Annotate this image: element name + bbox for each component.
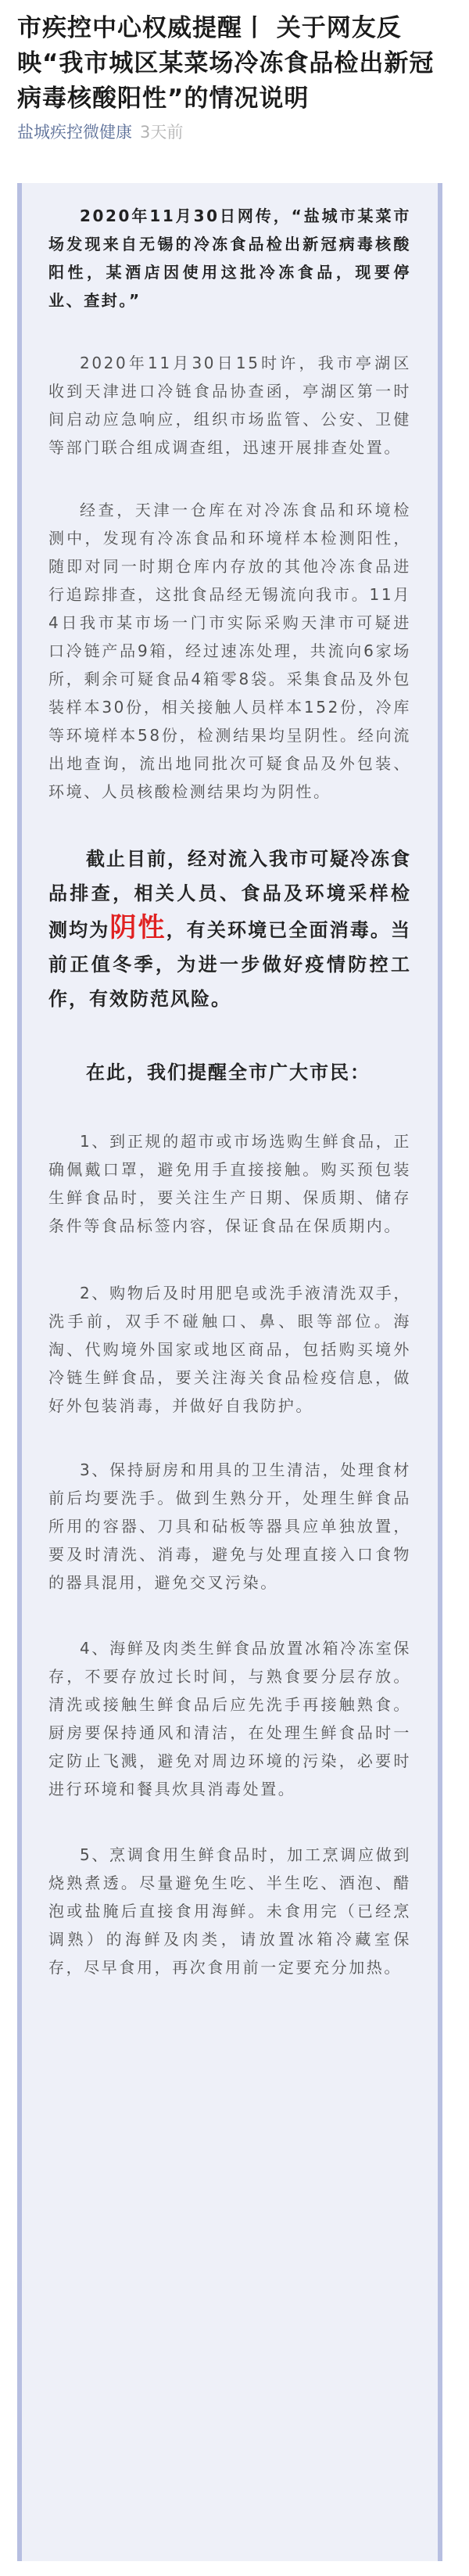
- reminder-item-1: 1、到正规的超市或市场选购生鲜食品，正确佩戴口罩，避免用手直接接触。购买预包装生鲜食品时，要关注生产日期、保质期、储存条件等食品标签内容，保证食品在保质期内。: [48, 1132, 411, 1235]
- reminder-item-3: 3、保持厨房和用具的卫生清洁，处理食材前后均要洗手。做到生熟分开，处理生鲜食品所用的容器、刀具和砧板等器具应单独放置，要及时清洗、消毒，避免与处理直接入口食物的器具混用，避免交叉污染。: [48, 1460, 411, 1592]
- conclusion-text-b: ，有关环境已全面消毒。当前正值冬季，为进一步做好疫情防控工作，有效防范风险。: [48, 919, 411, 1010]
- source-account-link[interactable]: 盐城疾控微健康: [17, 123, 132, 142]
- paragraph-investigation: 经查，天津一仓库在对冷冻食品和环境检测中，发现有冷冻食品和环境样本检测阳性，随即对同一时期仓库内存放的其他冷冻食品进行追踪排查，这批食品经无锡流向我市。11月4日我市某市场一门市实际采购天津市可疑进口冷链产品9箱，经过速冻处理，共流向6家场所，剩余可疑食品4箱零8袋。采集食品及外包装样本30份，相关接触人员样本152份，冷库等环境样本58份，检测结果均呈阴性。经向流出地查询，流出地同批次可疑食品及外包装、环境、人员核酸检测结果均为阴性。: [48, 501, 411, 801]
- reminder-item-4: 4、海鲜及肉类生鲜食品放置冰箱冷冻室保存，不要存放过长时间，与熟食要分层存放。清洗或接触生鲜食品后应先洗手再接触熟食。厨房要保持通风和清洁，在处理生鲜食品时一定防止飞溅，避免对周边环境的污染，必要时进行环境和餐具炊具消毒处置。: [48, 1639, 411, 1798]
- article-title: 市疾控中心权威提醒丨 关于网友反映“我市城区某菜场冷冻食品检出新冠病毒核酸阳性”的情况说明: [17, 14, 435, 113]
- publish-time: 3天前: [140, 123, 184, 142]
- reminder-item-2: 2、购物后及时用肥皂或洗手液清洗双手，洗手前，双手不碰触口、鼻、眼等部位。海淘、代购境外国家或地区商品，包括购买境外冷链生鲜食品，要关注海关食品检疫信息，做好外包装消毒，并做好自我防护。: [48, 1284, 411, 1415]
- paragraph-conclusion: [48, 842, 411, 1016]
- negative-result-highlight: 阴性: [109, 912, 166, 943]
- reminder-item-5: 5、烹调食用生鲜食品时，加工烹调应做到烧熟煮透。尽量避免生吃、半生吃、酒泡、醋泡或盐腌后直接食用海鲜。未食用完（已经烹调熟）的海鲜及肉类，请放置冰箱冷藏室保存，尽早食用，再次食用前一定要充分加热。: [48, 1845, 411, 1977]
- article-header: [0, 0, 469, 143]
- article-body: [17, 183, 442, 2561]
- paragraph-reminder-heading: 在此，我们提醒全市广大市民：: [86, 1062, 371, 1083]
- paragraph-rumor: 2020年11月30日网传，“盐城市某菜市场发现来自无锡的冷冻食品检出新冠病毒核酸阳性，某酒店因使用这批冷冻食品，现要停业、查封。”: [48, 207, 411, 310]
- paragraph-response: 2020年11月30日15时许，我市亭湖区收到天津进口冷链食品协查函，亭湖区第一时间启动应急响应，组织市场监管、公安、卫健等部门联合组成调查组，迅速开展排查处置。: [48, 354, 411, 457]
- conclusion-text-a: 截止目前，经对流入我市可疑冷冻食品排查，相关人员、食品及环境采样检测均为: [48, 848, 411, 941]
- article-meta: [17, 120, 452, 143]
